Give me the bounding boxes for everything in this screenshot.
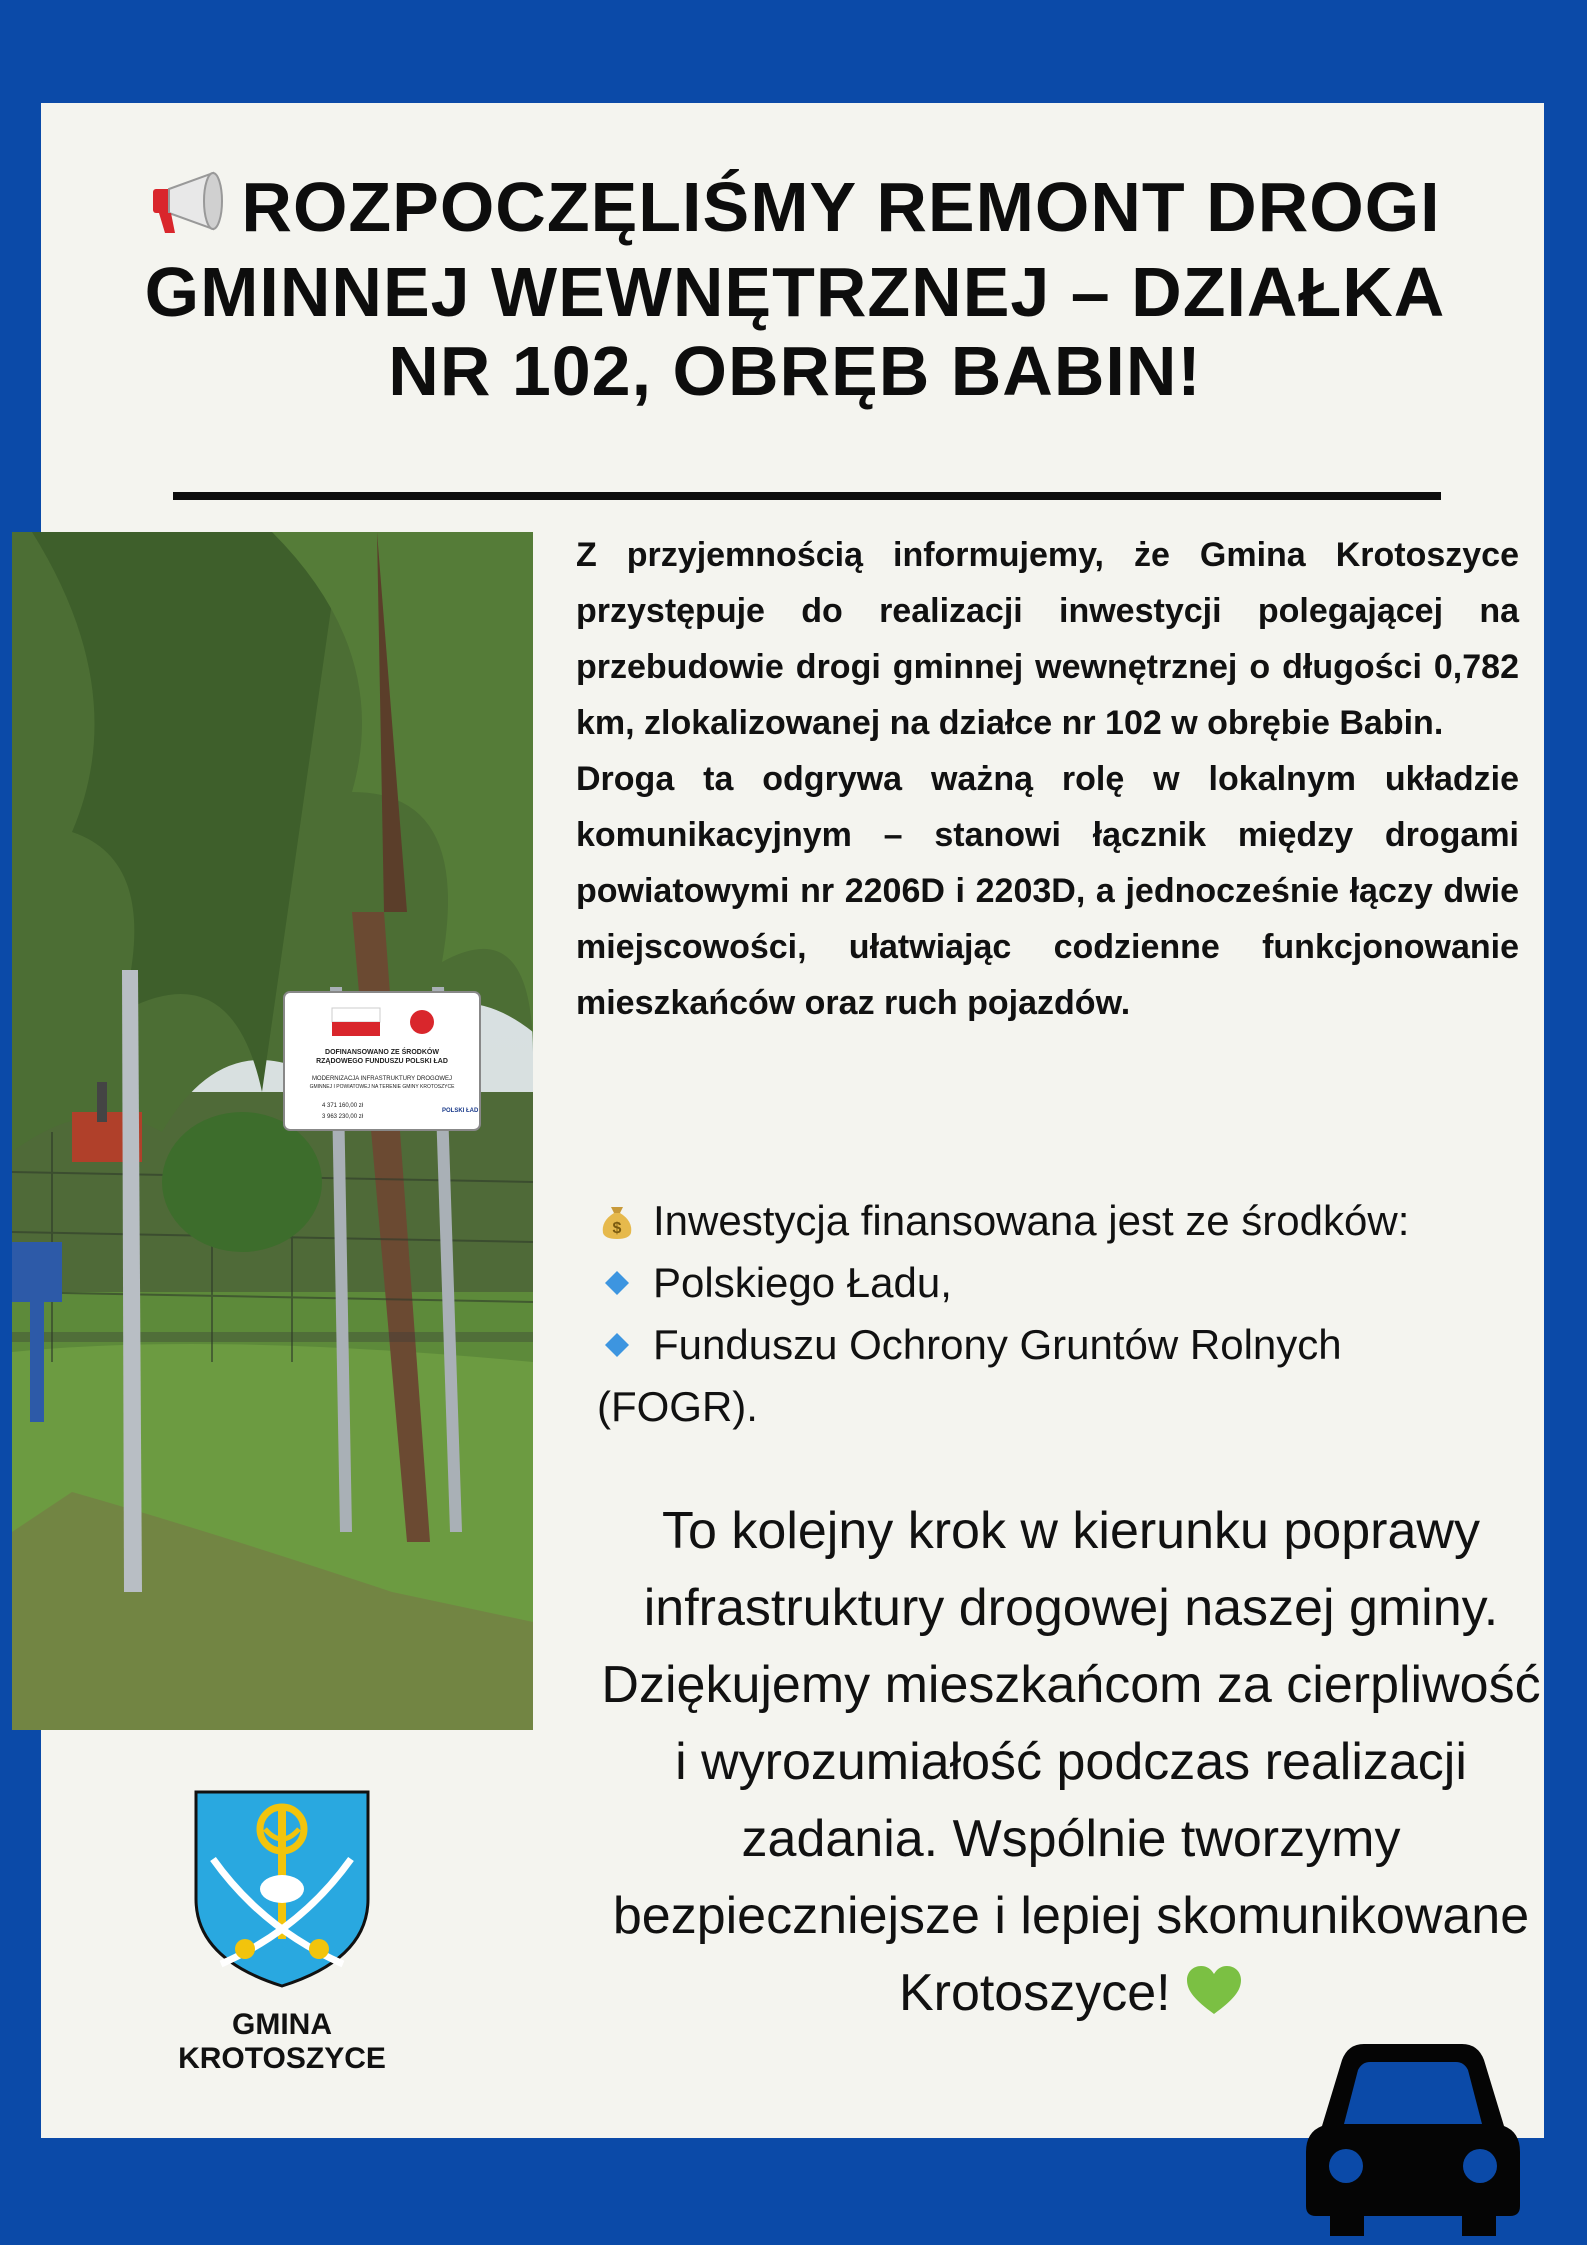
crest-emblem: [193, 1789, 371, 1989]
municipality-name: [120, 2008, 444, 2076]
crest-label-line2: KROTOSZYCE: [178, 2042, 386, 2075]
funding-source-2-text: Funduszu Ochrony Gruntów Rolnych: [653, 1321, 1342, 1368]
funding-intro: [597, 1190, 1527, 1252]
sign-line3: MODERNIZACJA INFRASTRUKTURY DROGOWEJ: [311, 1076, 453, 1082]
sign-line4: GMINNEJ I POWIATOWEJ NA TERENIE GMINY KROTOSZYCE: [309, 1084, 455, 1090]
diamond-icon: [597, 1325, 637, 1365]
funding-source-2: [597, 1314, 1527, 1376]
crest-label-line1: GMINA: [232, 2008, 332, 2041]
paragraph-road-role: Droga ta odgrywa ważną rolę w lokalnym układzie komunikacyjnym – stanowi łącznik między drogami powiatowymi nr 2206D i 2203D, a jednocześnie łączy dwie miejscowości, ułatwiając codzienne funkcjonowanie mieszkańców oraz ruch pojazdów.: [576, 760, 1519, 1022]
green-heart-icon: [1185, 1964, 1243, 2016]
funding-intro-text: Inwestycja finansowana jest ze środków:: [653, 1197, 1410, 1244]
title-divider: [173, 492, 1441, 500]
funding-list: [597, 1190, 1527, 1438]
sign-logo: POLSKI ŁAD: [442, 1108, 479, 1114]
funding-source-1: [597, 1252, 1527, 1314]
announcement-body: [576, 527, 1519, 1031]
car-icon: [1302, 2040, 1524, 2236]
site-photo: [12, 532, 533, 1730]
funding-source-2-cont: (FOGR).: [597, 1383, 758, 1430]
sign-line1: DOFINANSOWANO ZE ŚRODKÓW: [325, 1049, 439, 1056]
page-title-text: ROZPOCZĘLIŚMY REMONT DROGI GMINNEJ WEWNĘTRZNEJ – DZIAŁKA NR 102, OBRĘB BABIN!: [144, 168, 1446, 410]
closing-message-text: To kolejny krok w kierunku poprawy infrastruktury drogowej naszej gminy. Dziękujemy mieszkańcom za cierpliwość i wyrozumiałość podczas realizacji zadania. Wspólnie tworzymy bezpieczniejsze i lepiej skomunikowane Krotoszyce!: [601, 1502, 1541, 2022]
svg-text:$: $: [612, 1220, 622, 1237]
page-title: [140, 168, 1450, 411]
sign-amount1: 4 371 160,00 zł: [322, 1103, 364, 1109]
paragraph-intro: Z przyjemnością informujemy, że Gmina Krotoszyce przystępuje do realizacji inwestycji polegającej na przebudowie drogi gminnej wewnętrznej o długości 0,782 km, zlokalizowanej na działce nr 102 w obrębie Babin.: [576, 536, 1519, 742]
diamond-icon: [597, 1263, 637, 1303]
sign-line2: RZĄDOWEGO FUNDUSZU POLSKI ŁAD: [316, 1058, 448, 1065]
sign-amount2: 3 963 230,00 zł: [322, 1114, 364, 1120]
money-bag-icon: [597, 1201, 637, 1241]
funding-source-1-text: Polskiego Ładu,: [653, 1259, 952, 1306]
closing-message: [596, 1493, 1546, 2032]
megaphone-icon: [149, 169, 227, 253]
